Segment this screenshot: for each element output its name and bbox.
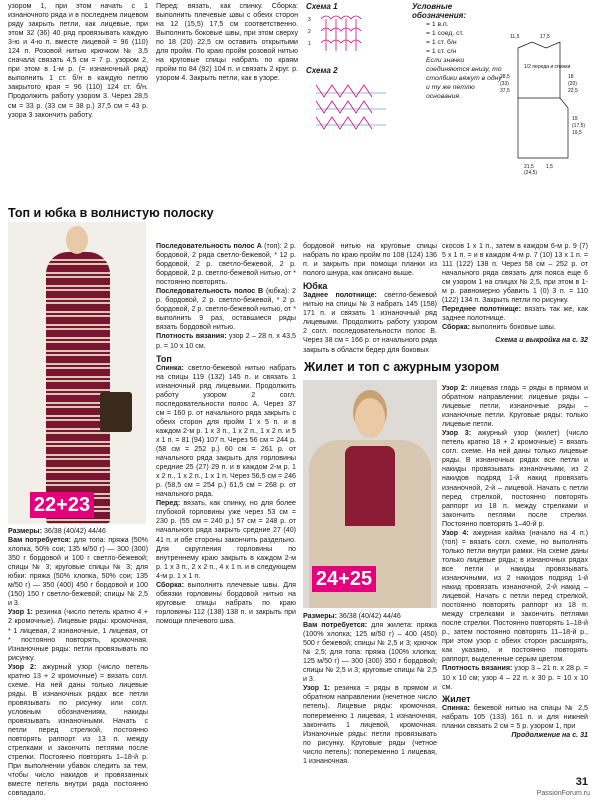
section-2-col2 [442, 384, 588, 740]
section-1-col4 [442, 242, 588, 346]
s1c2-p0 [156, 242, 296, 287]
dim-text: 1,5 [546, 164, 553, 170]
label: Узор 3: [442, 429, 472, 438]
head-image [66, 226, 88, 254]
label: Узор 2: [442, 384, 468, 392]
section-1-col3 [303, 242, 437, 355]
text: вязать, как спинку, но для более глубокой горловины уже через 53 см = 230 р. (55 см = 240 р.) 57 см = 248 р. от начального ряда закрыть средние 27 (40) 41 п. и обе стороны закончить раздельно. Для скругления горловины по внутреннему краю закрыть в каждом 2-м р. 1 х 3 п., 2 х 2 п., 4 х 1 п. и в следующем 4-м р. 1 х 1 п. [156, 499, 296, 580]
text: 36/38 (40/42) 44/46 [336, 612, 401, 620]
label: Переднее полотнище: [442, 305, 521, 314]
text: (юбка): 2 р. бордовой, 2 р. светло-бежевой, * 2 р. бордовой, 2 р. светло-бежевой нитью, от * выполнить 9 раз, оставшиеся ряды вязать бордовой нитью. [156, 287, 296, 332]
head-image-2 [355, 398, 385, 438]
s2c1-p2 [303, 684, 437, 765]
diagram-label: 1/2 переда и спинки [524, 64, 571, 70]
legend-dc-text: = 1 ст. с/н [426, 48, 457, 55]
s1c2-p6 [156, 581, 296, 626]
section-2-col1 [303, 612, 437, 766]
section-1-col2 [156, 242, 296, 626]
s1c2-p1 [156, 287, 296, 332]
intro-paragraph-2: Перед: вязать, как спинку. Сборка: выполнить плечевые швы с обеих сторон на 12 (15,5) 17,5 см соответственно. Выполнить боковые швы, при этом сверху по 18 (20) 22,5 см оставить открытыми для пройм. По краю пройм розовой нитью на круговые спицы набрать по краям пройм по 84 (92) 104 п. и связать 2 круг. р. узором 4. Закрыть петли, как в узоре. [156, 2, 298, 83]
label: Вам потребуется: [303, 621, 368, 630]
dim-text: 11,5 [510, 34, 520, 40]
intro-text-col2 [156, 2, 298, 83]
s1c2-p2 [156, 332, 296, 350]
model-badge-1: 22+23 [30, 492, 94, 518]
section-1-col1 [8, 527, 148, 798]
skirt-subheading: Юбка [303, 281, 328, 292]
dim-text: 18 [568, 74, 574, 80]
label: Последовательность полос А [156, 242, 262, 250]
label: Последовательность полос В [156, 287, 264, 296]
intro-text-col1 [8, 2, 148, 120]
continued-note: Продолжение на с. 31 [511, 730, 588, 739]
legend-item [426, 20, 502, 29]
text: выполнить плечевые швы. Для обвязки горловины бордовой нитью на круговые спицы набрать по краю горловины 112 (138) 138 п. и закрыть при помощи плечевого шва. [156, 580, 296, 625]
label: Узор 4: [442, 528, 469, 537]
s2c1-p1 [303, 621, 437, 684]
text: узор 2 – 28 п. х 43,5 р. = 10 х 10 см. [156, 332, 296, 350]
text: для жилета: пряжа (100% хлопка; 125 м/50 г) – 400 (450) 500 г бежевой; спицы № 2,5 и 3; крючок № 2,5; для топа: пряжа (100% хлопка; 125 м/50 г) — 300 (300) 350 г бордовой; спицы № 2,5 и 3; круговые спицы № 2,5 и 3. [303, 621, 437, 684]
legend-item [426, 38, 502, 47]
legend-slip-text: = 1 соед. ст. [426, 30, 464, 37]
s1c4-p0: скосов 1 х 1 п., затем в каждом 6-м р. 9 (7) 5 х 1 п. = и в каждом 4-м р. 7 (10) 13 х 1 п. = 111 (122) 138 п. Через 58 см – 252 р. от начального ряда связать для пояса еще 6 см узором 1 на спицах № 2,5, при этом в 1-м р. равномерно убавить 1 (0) 3 п. = 110 (122) 134 п. Закрыть петли по рисунку. [442, 242, 588, 305]
s2c2-p1 [442, 429, 588, 529]
s1c1-p2 [8, 608, 148, 662]
text: узор 3 – 21 п. х 28 р. = 10 х 10 см; узор 4 – 22 п. х 30 р. = 10 х 10 см. [442, 664, 588, 691]
scheme-2-chart [306, 75, 404, 150]
scheme-1-label: Схема 1 [306, 2, 338, 11]
top-image [345, 446, 395, 526]
text: бежевой нитью на спицы № 2,5 набрать 105 (133) 161 п. и для нижней планки связать 2 см = 5 р. узором 1, при [442, 703, 588, 730]
legend [412, 2, 502, 101]
label: Вам потребуется: [8, 536, 72, 545]
legend-title: Условные обозначения: [412, 2, 466, 20]
dress-image [46, 252, 110, 524]
dim-text: (20) [568, 81, 577, 87]
s1c1-p1 [8, 536, 148, 608]
legend-note: Если значки соединяются внизу, то столбики вяжут в одну и ту же петлю основания. [426, 57, 502, 100]
s1c4-p1 [442, 305, 588, 323]
dim-text: (33) [500, 81, 509, 87]
label: Плотность вязания: [442, 664, 513, 673]
dim-text: 21,5 [524, 164, 534, 170]
svg-text:2: 2 [308, 29, 311, 35]
text: для топа: пряжа (50% хлопка, 50% сои; 135 м/50 г) — 300 (300) 350 г бордовой и 100 г светло-бежевой; спицы № 3; круговые спицы № 3; для юбки: пряжа (50% хлопка, 50% сои; 135 м/50 г) — 350 (400) 450 г бордовой и 100 (150) 150 г светло-бежевой; спицы № 2,5 и 3. [8, 536, 148, 608]
s1c2-p5 [156, 499, 296, 580]
intro-paragraph: узором 1, при этом начать с 1 изнаночного ряда и в последнем лицевом ряду закрыть петли, как лицевые, при этом 32 (36) 40 ряд провязывать каждую 3-ю и 4-ю п. вместе лицевой = 96 (110) 124 п. Розовой нитью крючком № 3,5 сначала связать 4,5 см = 7 р. узором 2, при этом в 1-м р. (= изнаночный ряд) выполнить 1 ст. б/н в каждую петлю закрытого края = 96 (110) 124 ст. б/н. Продолжить работу узором 3. Через 28,5 см = 33 р. (33 см = 38 р.) 37,5 см = 43 р. узора 3 закончить работу. [8, 2, 148, 119]
section-2-title: Жилет и топ с ажурным узором [304, 360, 500, 374]
model-badge-2: 24+25 [312, 566, 376, 592]
pattern-diagram [498, 28, 590, 178]
label: Спинка: [442, 703, 470, 712]
dim-text: 22,5 [568, 88, 578, 94]
label: Плотность вязания: [156, 332, 227, 341]
legend-item [426, 47, 502, 56]
svg-text:1: 1 [308, 41, 311, 47]
dim-text: (24,5) [524, 170, 538, 176]
s2c2-p2 [442, 529, 588, 665]
s1c4-p2 [442, 323, 588, 332]
dim-text: 28,5 [500, 74, 510, 80]
top-subheading: Топ [156, 353, 172, 364]
text: резинка = ряды в прямом и обратном направлении (нечетное число петель). Лицевые ряды: кромочная, попеременно 1 лицевая, 1 изнаночная, закончить 1 лицевой, кромочная. Изнаночные ряды: петли провязывать по рисунку. Круговые ряды (четное число петель): попеременно 1 лицевая, 1 изнаночная. [303, 684, 438, 765]
text: ажурная кайма (начало на 4 п.) (топ) = вязать согл. схеме, но выполнять только петли внутри рамки. На схеме даны только лицевые ряды; в изнаночных рядах все петли и накиды провязывать изнаночными, из 2 накидов подряд 1-й накид провязать изнаночной, 2-й накид – лицевой. Начать с петли перед стрелкой, постоянно повторять раппорт из 18 п. между стрелками и закончить петлями после стрелки. Постоянно повторять 1–18-й р., затем постоянно повторять 11–18-й р., при этом узор с обеих сторон расширять, как указано, и постоянно повторять раппорт, выделенные серым цветом. [442, 528, 588, 664]
s1c1-p0 [8, 527, 148, 536]
text: (топ): 2 р. бордовой, 2 ряда светло-бежевой, * 12 р. бордовой, 2 р. светло-бежевой, 2 р. бордовой, 2 р. светло-бежевой нитью, от * постоянно повторять. [156, 242, 296, 287]
text: 36/38 (40/42) 44/46 [41, 527, 106, 535]
s1c2-p4 [156, 364, 296, 500]
text: ажурный узор (число петель кратно 13 + 2 кромочные) = вязать согл. схеме. На ней даны только лицевые ряды. В изнаночных рядах все петли провязывать по рисунку или согл. условным обозначениям, накиды провязывать изнаночными. Начать с петли перед стрелкой, постоянно повторять раппорт из 13 п. между стрелками и закончить петлями после стрелки. Постоянно повторять 1–18-й р. При выполнении убавок следить за тем, чтобы число накидов и провязанных вместе петель внутри ряда постоянно совпадало. [8, 662, 148, 798]
section-1-title: Топ и юбка в волнистую полоску [8, 206, 214, 220]
text: вязать так же, как заднее полотнище. [442, 305, 588, 323]
s1c3-p0: бордовой нитью на круговые спицы набрать по краю пройм по 108 (124) 136 п. и закрыть при помощи планки из полого шнура, как описано выше. [303, 242, 437, 278]
label: Перед: [156, 499, 181, 508]
text: лицевая гладь = ряды в прямом и обратном направлении: лицевые ряды – лицевые петли, изнаночные ряды – изнаночные петли. Круговые ряды: только лицевые петли. [442, 384, 588, 429]
label: Спинка: [156, 363, 184, 372]
scheme-2-label: Схема 2 [306, 66, 338, 75]
bag-image [100, 392, 132, 432]
legend-sc-text: = 1 ст. б/н [426, 39, 457, 46]
dim-text: 17,5 [540, 34, 550, 40]
vest-subheading: Жилет [442, 693, 471, 704]
dim-text: 19 [572, 116, 578, 122]
dim-text: 37,5 [500, 88, 510, 94]
model-photo-1 [8, 222, 146, 524]
text: ажурный узор (жилет) (число петель кратно 18 + 2 кромочные) = вязать согл. схеме. На ней даны только лицевые ряды. В изнаночных рядах все петли и накиды провязывать изнаночными, из 2 накидов подряд 1-й накид провязать изнаночной, 2-й – лицевой. Начать с петли перед стрелкой, постоянно повторять раппорт из 18 п. между стрелками и закончить петлями после стрелки. Постоянно повторять 1–40-й р. [442, 429, 589, 528]
label: Заднее полотнище: [303, 291, 377, 300]
text: резинка (число петель кратно 4 + 2 кромочные). Лицевые ряды: кромочная, * 1 лицевая, 2 изнаночные, 1 лицевая, от * постоянно повторять, кромочная. Изнаночные ряды: петли провязывать по рисунку. [8, 608, 148, 662]
text: выполнить боковые швы. [469, 323, 556, 332]
text: светло-бежевой нитью на спицы № 3 набрать 145 (158) 171 п. и связать 1 изнаночный ряд лицевыми. Продолжить работу узором 2 согл. последовательности полос В. Через 38 см = 166 р. от начального ряда закрыть в области бедер для боковых [303, 291, 437, 354]
svg-text:3: 3 [308, 17, 311, 23]
dim-text: 19,5 [572, 130, 582, 136]
label: Сборка: [442, 323, 470, 332]
s2c2-p0 [442, 384, 588, 429]
scheme-area [306, 2, 406, 172]
scheme-reference: Схема и выкройка на с. 32 [495, 336, 588, 345]
label: Размеры: [303, 612, 337, 620]
label: Сборка: [156, 580, 184, 589]
scheme-1-chart [306, 11, 404, 61]
s2c2-p5 [442, 704, 588, 731]
page-number: 31 [575, 776, 588, 788]
s2c2-p3 [442, 664, 588, 691]
legend-item [426, 29, 502, 38]
s1c1-p3 [8, 663, 148, 799]
s1c3-p1 [303, 291, 437, 354]
s2c1-p0 [303, 612, 437, 621]
dim-text: (17,5) [572, 123, 586, 129]
label: Узор 1: [303, 684, 330, 693]
text: светло-бежевой нитью набрать на спицы 119 (132) 145 п. и связать 1 изнаночный ряд лицевыми. Продолжить работу узором 2 согл. последовательности полос А. Через 37 см = 160 р. от начального ряда закрыть с обеих сторон для пройм 1 х 5 п. и в каждом 2-м р. 1 х 3 п., 1 х 2 п., 1 х 2 п. и 5 х 1 п. = 81 (94) 107 п. Через 56 см = 244 р. (58 см = 252 р.) 60 см = 261 р. от начального ряда закрыть для горловины средние 25 (27) 29 п. и в каждом 2-м р. 1 х 2 п., 1 х 2 п., 1 х 1 п. Через 56,5 см = 246 р. (58,5 см = 254 р.) 61,5 см = 268 р. от начального ряда. [156, 363, 296, 499]
label: Размеры: [8, 527, 42, 535]
label: Узор 1: [8, 608, 33, 617]
legend-chain-text: = 1 в.п. [426, 21, 449, 28]
label: Узор 2: [8, 662, 37, 671]
site-watermark: PassionForum.ru [536, 790, 590, 797]
